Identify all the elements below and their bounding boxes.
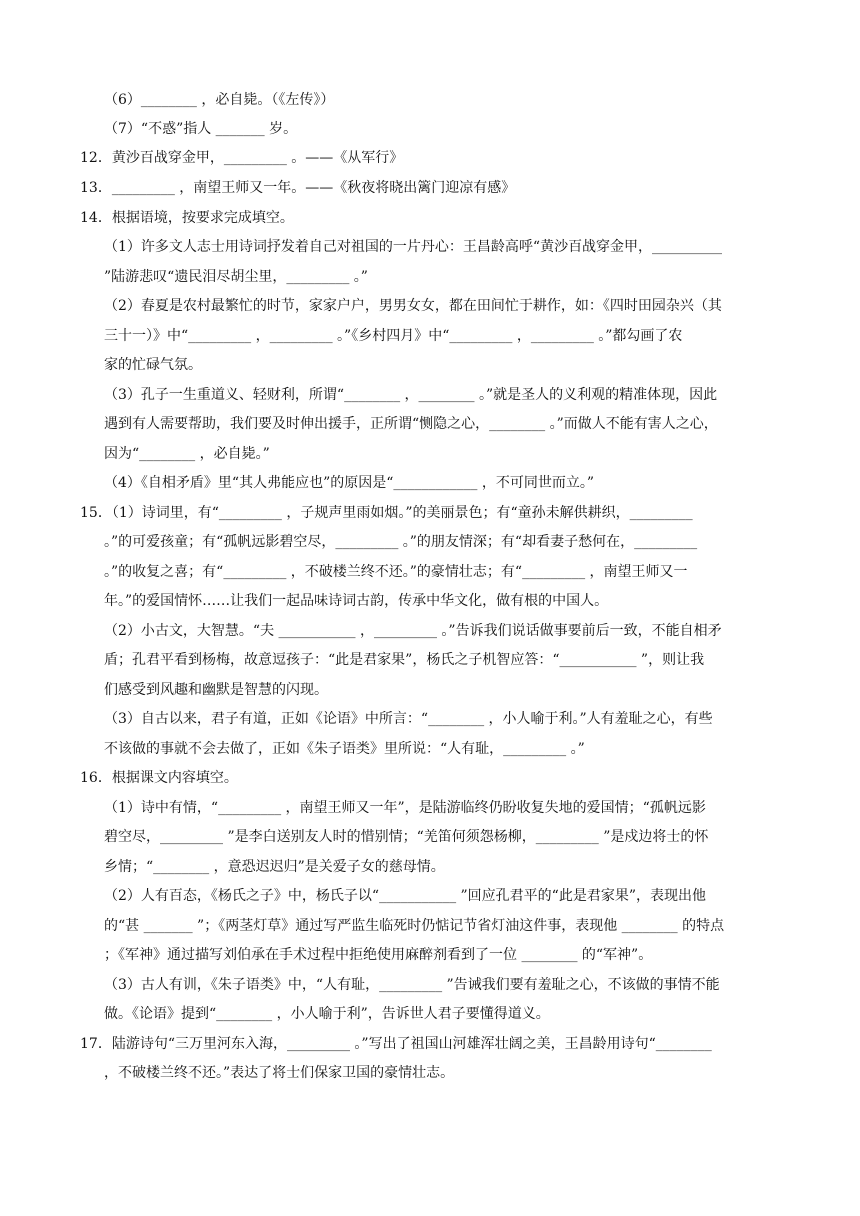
text-line: 家的忙碌气氛。 — [104, 357, 202, 373]
text-line: （4）《自相矛盾》里“其人弗能应也”的原因是“____________ ，不可同世而立。” — [104, 475, 594, 491]
text-line: ；《军神》通过描写刘伯承在手术过程中拒绝使用麻醉剂看到了一位 ________ 的“军神”。 — [104, 947, 653, 963]
text-line: 不该做的事就不会去做了，正如《朱子语类》里所说：“人有耻，_________ 。” — [104, 741, 585, 757]
text-line: ”陆游悲叹“遗民泪尽胡尘里，_________ 。” — [104, 269, 368, 285]
text-line: （2）人有百态，《杨氏之子》中，杨氏子以“___________ ”回应孔君平的“此是君家果”，表现出他 — [104, 888, 706, 904]
text-line: （1）诗中有情，“_________ ，南望王师又一年”，是陆游临终仍盼收复失地的爱国情；“孤帆远影 — [104, 800, 706, 816]
text-line: 。”的可爱孩童；有“孤帆远影碧空尽，_________ 。”的朋友情深；有“却看妻子愁何在，_________ — [104, 534, 698, 550]
text-line: 遇到有人需要帮助，我们要及时伸出援手，正所谓“恻隐之心，________ 。”而做人不能有害人之心， — [104, 416, 718, 432]
text-line: （3）孔子一生重道义、轻财利，所谓“________ ，________ 。”就是圣人的义利观的精准体现，因此 — [104, 387, 718, 403]
text-line: （3）古人有训，《朱子语类》中，“人有耻，_________ ”告诫我们要有羞耻之心，不该做的事情不能 — [104, 977, 720, 993]
text-line: 三十一）》中“_________ ，_________ 。”《乡村四月》中“_________ ，_________ 。”都勾画了农 — [104, 328, 683, 344]
text-line: 的“甚 _______ ”；《两茎灯草》通过写严监生临死时仍惦记节省灯油这件事，表现他 ________ 的特点 — [104, 918, 725, 934]
text-line: （6）________ ，必自毙。（《左传》） — [104, 92, 335, 108]
text-line: 16．根据课文内容填空。 — [80, 770, 238, 786]
text-line: 乡情；“________ ，意恐迟迟归”是关爱子女的慈母情。 — [104, 859, 445, 875]
text-line: 。”的收复之喜；有“_________ ，不破楼兰终不还。”的豪情壮志；有“_________ ，南望王师又一 — [104, 564, 688, 580]
text-line: 15．（1）诗词里，有“_________ ，子规声里雨如烟。”的美丽景色；有“童孙未解供耕织，_________ — [80, 505, 693, 521]
text-line: 年。”的爱国情怀……让我们一起品味诗词古韵，传承中华文化，做有根的中国人。 — [104, 593, 609, 609]
text-line: （3）自古以来，君子有道，正如《论语》中所言：“________ ，小人喻于利。”人有羞耻之心，有些 — [104, 711, 713, 727]
text-line: （7）“不惑”指人 _______ 岁。 — [104, 121, 298, 137]
text-line: 们感受到风趣和幽默是智慧的闪现。 — [104, 682, 328, 698]
text-line: （1）许多文人志士用诗词抒发着自己对祖国的一片丹心：王昌龄高呼“黄沙百战穿金甲，__________ — [104, 239, 723, 255]
text-line: 盾；孔君平看到杨梅，故意逗孩子：“此是君家果”，杨氏之子机智应答：“___________ ”，则让我 — [104, 652, 705, 668]
text-line: 因为“________ ，必自毙。” — [104, 446, 270, 462]
text-line: 做。《论语》提到“________ ，小人喻于利”，告诉世人君子要懂得道义。 — [104, 1006, 550, 1022]
text-line: （2）小古文，大智慧。“夫 ___________ ，_________ 。”告诉我们说话做事要前后一致，不能自相矛 — [104, 623, 722, 639]
text-line: 14．根据语境，按要求完成填空。 — [80, 210, 294, 226]
text-line: 17．陆游诗句“三万里河东入海，_________ 。”写出了祖国山河雄浑壮阔之美，王昌龄用诗句“________ — [80, 1036, 712, 1052]
text-line: （2）春夏是农村最繁忙的时节，家家户户，男男女女，都在田间忙于耕作，如：《四时田园杂兴（其 — [104, 298, 722, 314]
text-line: ，不破楼兰终不还。”表达了将士们保家卫国的豪情壮志。 — [104, 1065, 455, 1081]
text-line: 碧空尽，_________ ”是李白送别友人时的惜别情；“羌笛何须怨杨柳，_________ ”是戍边将士的怀 — [104, 829, 709, 845]
text-line: 12．黄沙百战穿金甲，_________ 。——《从军行》 — [80, 150, 404, 166]
text-line: 13．_________ ，南望王师又一年。——《秋夜将晓出篱门迎凉有感》 — [80, 180, 516, 196]
